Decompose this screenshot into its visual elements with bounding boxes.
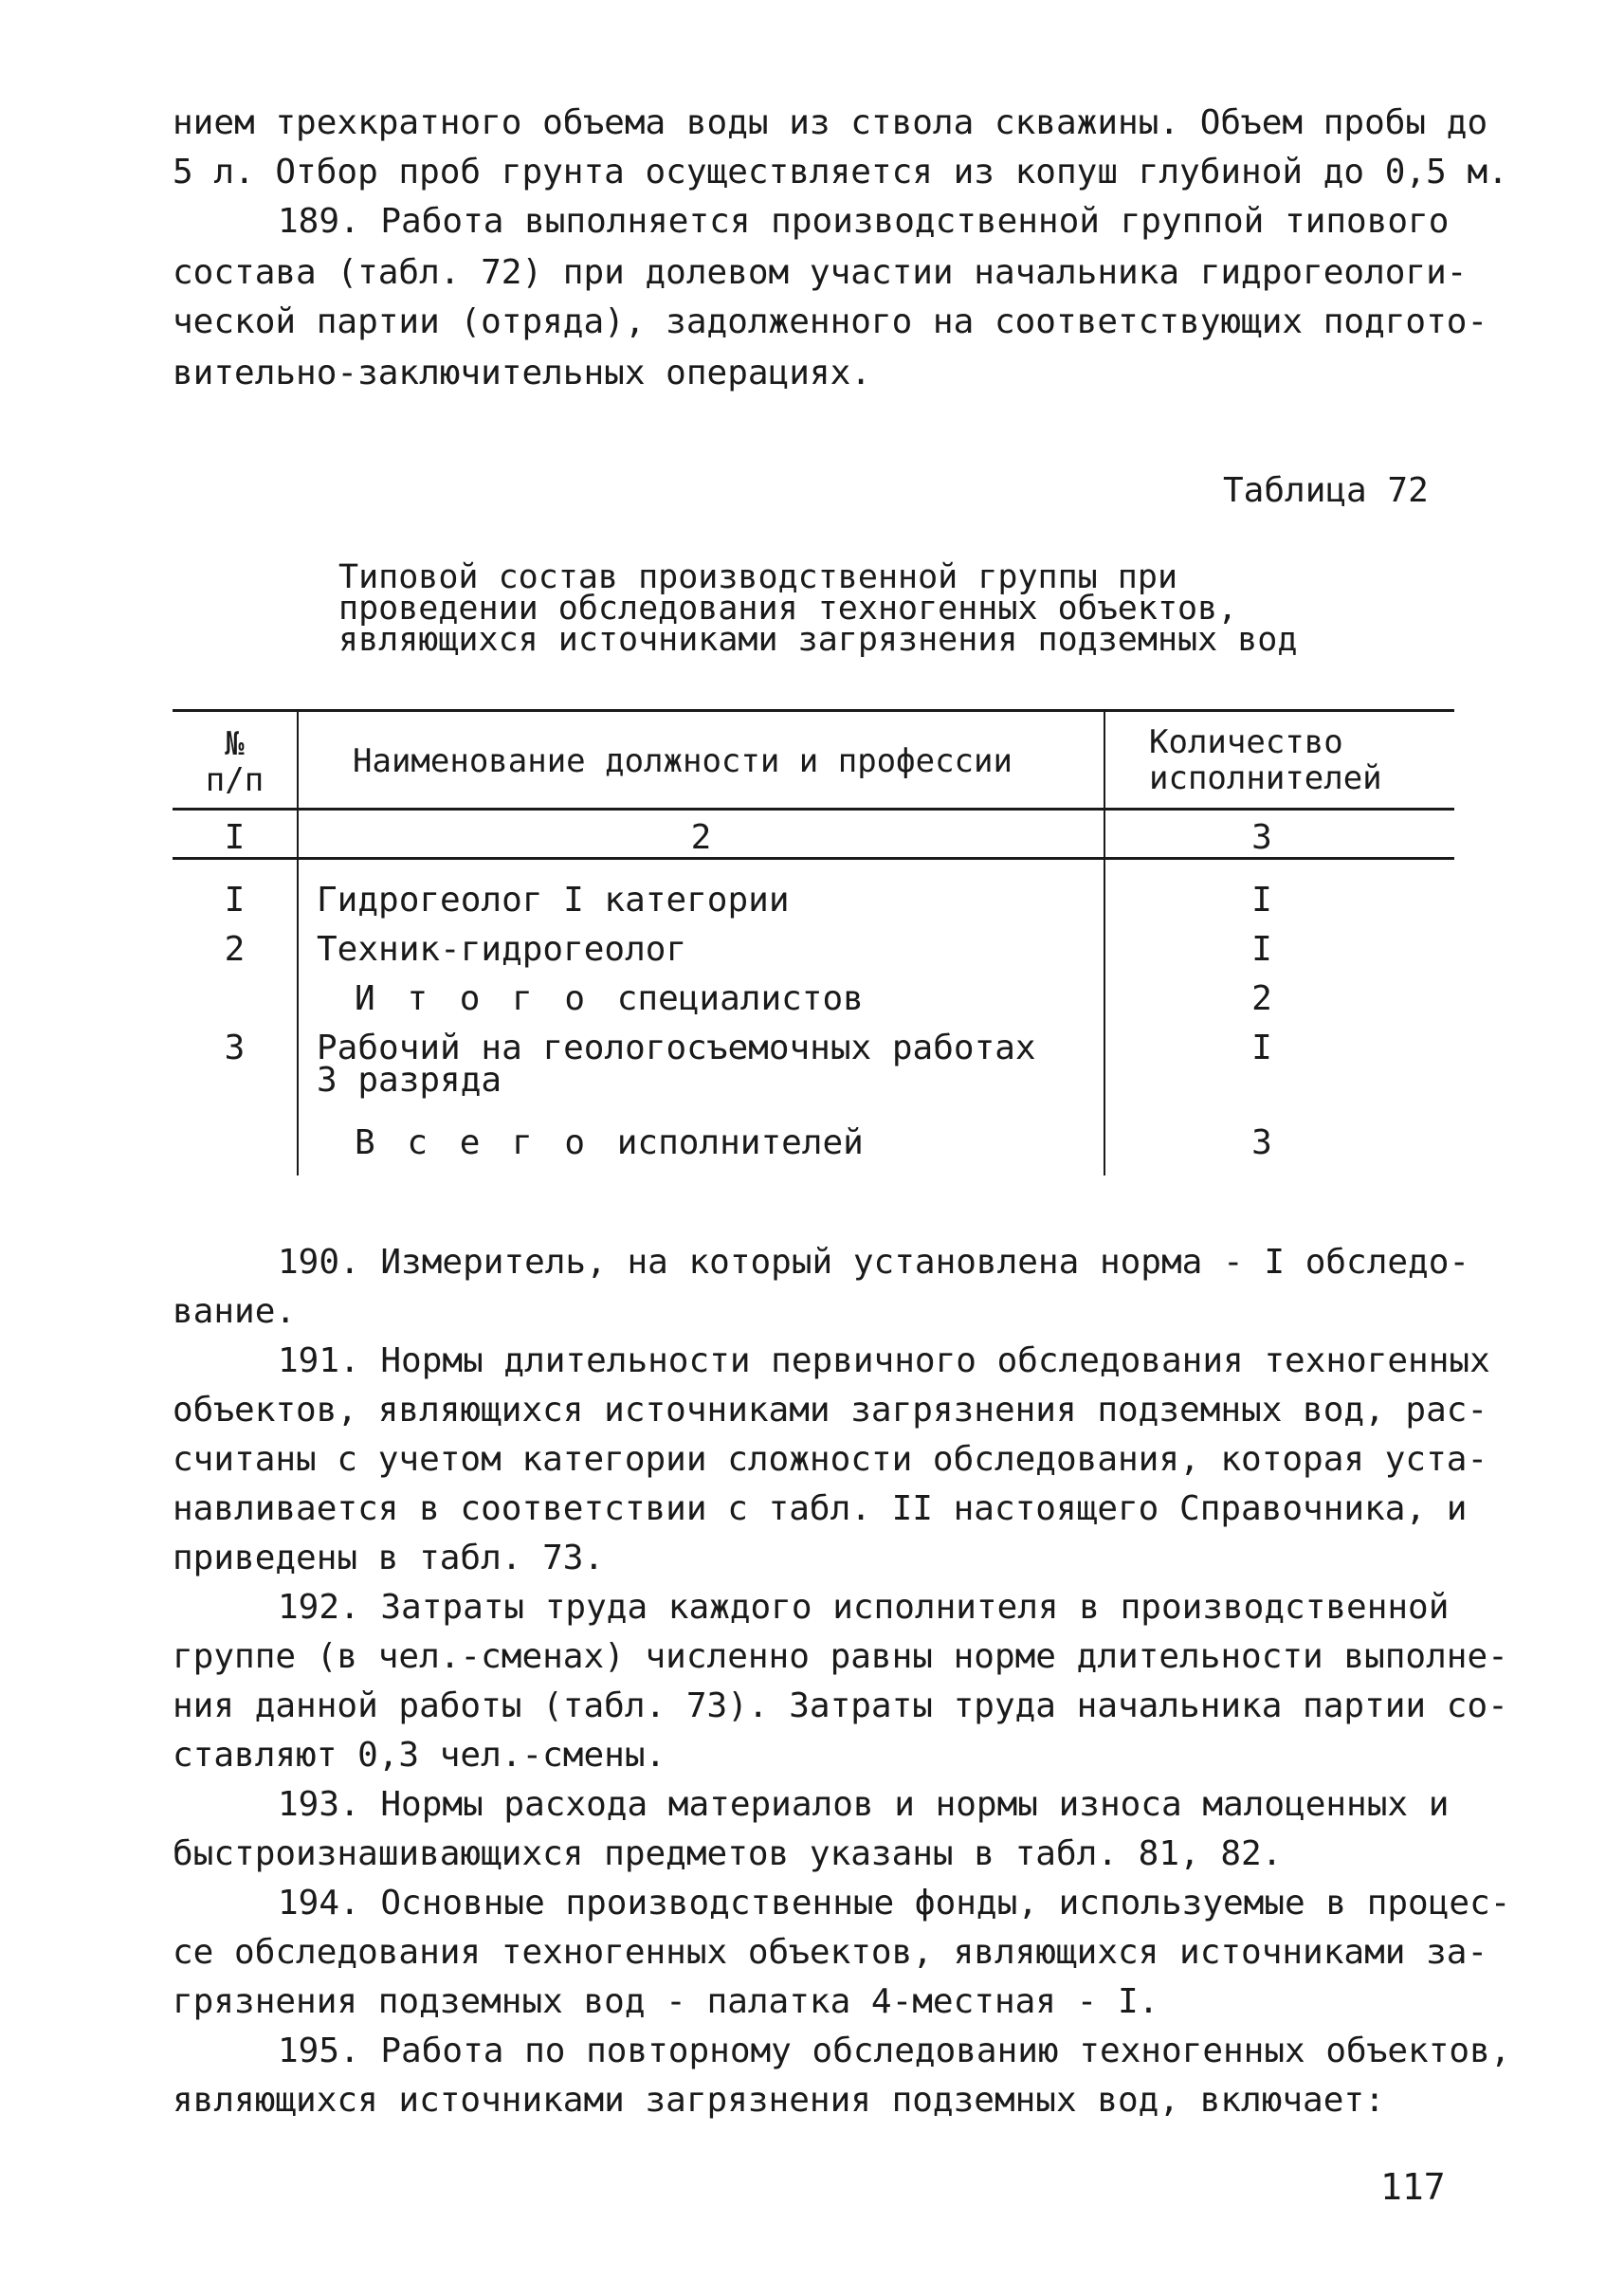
row-count: 2	[1251, 979, 1272, 1018]
col-number: 3	[1251, 818, 1272, 857]
text-line: ставляют 0,3 чел.-смены.	[173, 1736, 666, 1775]
text-line: се обследования техногенных объектов, являющихся источниками за-	[173, 1933, 1488, 1972]
col-header-position: Наименование должности и профессии	[353, 742, 1013, 780]
row-number: 2	[224, 930, 246, 969]
table-top-rule	[173, 709, 1454, 712]
row-position: Гидрогеолог I категории	[317, 881, 790, 920]
table-caption-line: Типовой состав производственной группы при	[338, 558, 1178, 596]
text-line: являющихся источниками загрязнения подземных вод, включает:	[173, 2081, 1385, 2120]
text-line: нием трехкратного объема воды из ствола скважины. Объем пробы до	[173, 103, 1488, 142]
text-line: 192. Затраты труда каждого исполнителя в производственной	[278, 1588, 1450, 1627]
row-number: I	[224, 881, 246, 920]
col-number: 2	[690, 818, 712, 857]
col-header-count: исполнителей	[1149, 759, 1382, 797]
text-line: состава (табл. 72) при долевом участии начальника гидрогеологи-	[173, 253, 1468, 292]
text-line: грязнения подземных вод - палатка 4-местная - I.	[173, 1982, 1159, 2021]
row-count: I	[1251, 881, 1272, 920]
col-header-number: п/п	[205, 761, 265, 799]
text-line: вительно-заключительных операциях.	[173, 354, 871, 392]
row-position: Техник-гидрогеолог	[317, 930, 687, 969]
table-column-divider	[297, 709, 299, 1175]
col-header-count: Количество	[1149, 723, 1343, 761]
row-number: 3	[224, 1029, 246, 1067]
text-line: группе (в чел.-сменах) численно равны норме длительности выполне-	[173, 1637, 1508, 1676]
row-position: Рабочий на геологосъемочных работах	[317, 1029, 1036, 1067]
text-line: быстроизнашивающихся предметов указаны в табл. 81, 82.	[173, 1834, 1283, 1873]
col-number: I	[224, 818, 246, 857]
table-numbering-rule	[173, 857, 1454, 860]
text-line: приведены в табл. 73.	[173, 1539, 605, 1577]
col-header-number: №	[225, 725, 245, 763]
row-count: I	[1251, 1029, 1272, 1067]
row-position: 3 разряда	[317, 1061, 502, 1100]
total-label: В с е г о исполнителей	[355, 1123, 864, 1162]
page-number: 117	[1380, 2166, 1446, 2208]
table-caption-line: являющихся источниками загрязнения подземных вод	[338, 621, 1298, 659]
text-line: 193. Нормы расхода материалов и нормы износа малоценных и	[278, 1785, 1450, 1824]
text-line: 5 л. Отбор проб грунта осуществляется из копуш глубиной до 0,5 м.	[173, 153, 1508, 191]
table-number: Таблица 72	[1223, 471, 1429, 510]
text-line: 194. Основные производственные фонды, используемые в процес-	[278, 1884, 1511, 1922]
table-header-rule	[173, 808, 1454, 811]
row-count: 3	[1251, 1123, 1272, 1162]
text-line: вание.	[173, 1292, 297, 1331]
text-line: 191. Нормы длительности первичного обследования техногенных	[278, 1341, 1490, 1380]
text-line: 189. Работа выполняется производственной группой типового	[278, 202, 1450, 241]
table-caption-line: проведении обследования техногенных объектов,	[338, 590, 1238, 628]
text-line: 195. Работа по повторному обследованию техногенных объектов,	[278, 2032, 1511, 2070]
row-count: I	[1251, 930, 1272, 969]
text-line: ния данной работы (табл. 73). Затраты труда начальника партии со-	[173, 1686, 1508, 1725]
text-line: считаны с учетом категории сложности обследования, которая уста-	[173, 1440, 1488, 1479]
text-line: навливается в соответствии с табл. II настоящего Справочника, и	[173, 1489, 1468, 1528]
text-line: объектов, являющихся источниками загрязнения подземных вод, рас-	[173, 1391, 1488, 1430]
text-line: 190. Измеритель, на который установлена норма - I обследо-	[278, 1243, 1470, 1282]
text-line: ческой партии (отряда), задолженного на соответствующих подгото-	[173, 302, 1488, 341]
subtotal-label: И т о г о специалистов	[355, 979, 864, 1018]
